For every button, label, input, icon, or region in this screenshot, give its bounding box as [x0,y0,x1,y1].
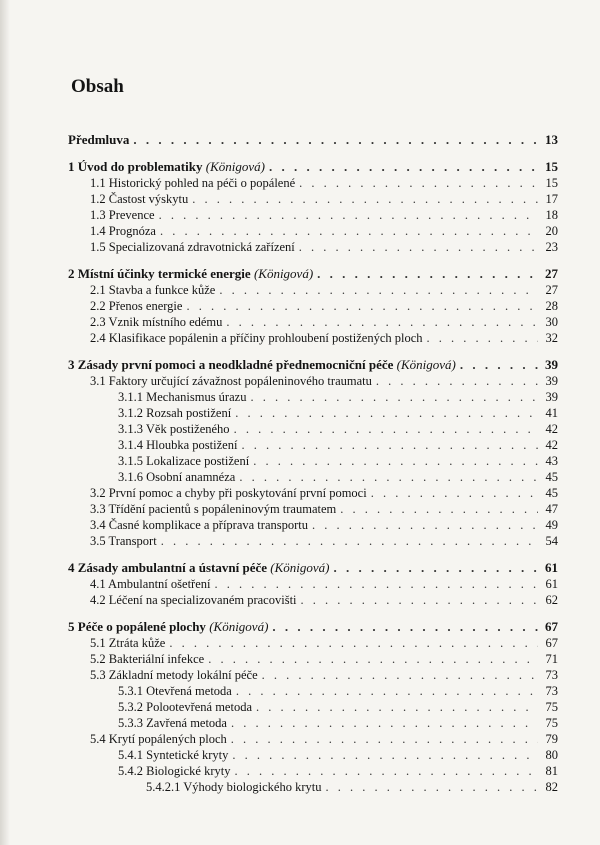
toc-entry-title: 5.4.1 Syntetické kryty [118,748,229,762]
toc-entry-page-number: 75 [545,700,558,714]
toc-entry-title: 5 Péče o popálené plochy [68,619,210,634]
toc-entry-label [118,747,228,763]
toc-entry[interactable] [68,314,558,330]
toc-entry-label [90,667,258,683]
toc-entry-label [90,501,336,517]
dot-leader [161,533,538,549]
toc-entry[interactable] [68,485,558,501]
toc-entry-label [118,405,231,421]
toc-entry-page-number: 13 [545,132,558,147]
dot-leader [272,619,538,635]
toc-entry[interactable] [68,389,558,405]
dot-leader [219,282,538,298]
toc-entry-page-number: 39 [545,374,558,388]
toc-entry-title: 2.3 Vznik místního edému [90,315,223,329]
toc-entry-page-number: 82 [545,780,558,794]
toc-entry-label [118,389,246,405]
toc-entry-page-number: 43 [545,454,558,468]
dot-leader [269,159,538,175]
toc-entry-page-number: 27 [545,283,558,297]
dot-leader [312,517,538,533]
toc-entry-page-number: 28 [545,299,558,313]
toc-entry-label [118,437,237,453]
toc-entry-label [68,560,329,576]
toc-entry-label [90,175,295,191]
toc-entry-author: (Königová) [205,159,265,174]
dot-leader [231,731,538,747]
toc-entry-title: 3.1.5 Lokalizace postižení [118,454,250,468]
toc-entry-title: 5.1 Ztráta kůže [90,636,166,650]
toc-entry-title: 1.4 Prognóza [90,224,156,238]
toc-entry-page-number: 17 [545,192,558,206]
toc-entry-author: (Königová) [396,357,456,372]
toc-entry-page-number: 67 [545,619,558,634]
toc-entry-label [90,207,155,223]
toc-entry-title: 1.1 Historický pohled na péči o popálené [90,176,296,190]
toc-entry[interactable] [68,330,558,346]
toc-entry-page-number: 39 [545,357,558,372]
dot-leader [250,389,538,405]
dot-leader [235,763,539,779]
toc-entry[interactable] [68,763,558,779]
toc-entry[interactable] [68,207,558,223]
toc-entry-title: 1.2 Častost výskytu [90,192,189,206]
dot-leader [241,437,538,453]
toc-entry-label [118,683,232,699]
toc-entry-page-number: 42 [545,438,558,452]
toc-entry-page-number: 15 [545,176,558,190]
dot-leader [159,207,538,223]
toc-entry[interactable] [68,239,558,255]
toc-entry[interactable] [68,223,558,239]
toc-entry-page-number: 23 [545,240,558,254]
dot-leader [256,699,538,715]
toc-entry-page-number: 15 [545,159,558,174]
toc-entry-page-number: 49 [545,518,558,532]
toc-entry-title: Předmluva [68,132,130,147]
toc-entry[interactable] [68,373,558,389]
toc-entry-title: 2.1 Stavba a funkce kůže [90,283,216,297]
toc-entry-title: 4.1 Ambulantní ošetření [90,577,211,591]
toc-entry-label [90,373,372,389]
toc-entry-label [90,517,308,533]
toc-entry-title: 2 Místní účinky termické energie [68,266,254,281]
dot-leader [253,453,538,469]
dot-leader [340,501,538,517]
toc-entry-page-number: 47 [545,502,558,516]
toc-entry-page-number: 20 [545,224,558,238]
toc-entry[interactable] [68,747,558,763]
toc-entry-label [90,533,157,549]
toc-entry[interactable] [68,715,558,731]
toc-entry-title: 5.4 Krytí popálených ploch [90,732,227,746]
toc-entry-page-number: 80 [545,748,558,762]
toc-entry-page-number: 32 [545,331,558,345]
toc-entry[interactable] [68,453,558,469]
toc-entry-page-number: 45 [545,470,558,484]
toc-entry-label [118,453,249,469]
toc-entry-page-number: 62 [545,593,558,607]
dot-leader [371,485,538,501]
toc-entry-title: 3 Zásady první pomoci a neodkladné přednemocniční péče [68,357,397,372]
toc-entry[interactable] [68,651,558,667]
toc-entry-title: 3.2 První pomoc a chyby při poskytování první pomoci [90,486,367,500]
toc-entry[interactable] [68,635,558,651]
toc-entry-page-number: 45 [545,486,558,500]
dot-leader [325,779,538,795]
toc-entry-title: 3.1.4 Hloubka postižení [118,438,238,452]
toc-entry[interactable] [68,191,558,207]
toc-chapter-entry[interactable] [68,560,558,576]
toc-entry-title: 3.1.3 Věk postiženého [118,422,230,436]
toc-entry[interactable] [68,175,558,191]
toc-entry-label [118,763,231,779]
toc-entry-title: 3.4 Časné komplikace a příprava transportu [90,518,308,532]
toc-entry[interactable] [68,421,558,437]
toc-entry-page-number: 81 [545,764,558,778]
dot-leader [234,421,538,437]
toc-entry-title: 3.5 Transport [90,534,157,548]
toc-entry-title: 5.2 Bakteriální infekce [90,652,205,666]
dot-leader [231,715,538,731]
toc-entry-label [90,576,210,592]
dot-leader [226,314,538,330]
table-of-contents [68,121,558,795]
toc-entry-label [90,282,215,298]
toc-entry-label [118,715,227,731]
toc-entry-label [90,223,156,239]
toc-entry-label [68,159,265,175]
toc-entry[interactable] [68,731,558,747]
toc-entry-title: 5.3.3 Zavřená metoda [118,716,227,730]
toc-entry-label [90,239,295,255]
toc-entry-label [90,485,367,501]
toc-entry-page-number: 73 [545,684,558,698]
dot-leader [239,469,538,485]
toc-entry-label [90,592,297,608]
toc-entry-page-number: 18 [545,208,558,222]
dot-leader [376,373,538,389]
toc-entry-title: 1.5 Specializovaná zdravotnická zařízení [90,240,295,254]
toc-entry-title: 3.3 Třídění pacientů s popáleninovým traumatem [90,502,337,516]
toc-entry-page-number: 61 [545,577,558,591]
toc-entry-label [90,651,204,667]
toc-entry-title: 5.4.2 Biologické kryty [118,764,231,778]
toc-entry-label [90,298,182,314]
toc-chapter-entry[interactable] [68,619,558,635]
toc-entry-label [68,619,268,635]
dot-leader [262,667,538,683]
toc-entry-author: (Königová) [270,560,330,575]
toc-entry-title: 5.3 Základní metody lokální péče [90,668,258,682]
dot-leader [214,576,538,592]
toc-entry-label [68,357,456,373]
toc-entry-page-number: 41 [545,406,558,420]
toc-entry-label [118,699,252,715]
dot-leader [232,747,538,763]
page-title: Obsah [71,76,124,97]
page-edge-shadow [0,0,10,845]
toc-entry[interactable] [68,469,558,485]
dot-leader [160,223,538,239]
toc-entry-title: 5.4.2.1 Výhody biologického krytu [146,780,322,794]
toc-entry-title: 5.3.1 Otevřená metoda [118,684,232,698]
toc-entry-title: 4 Zásady ambulantní a ústavní péče [68,560,271,575]
toc-entry-author: (Königová) [253,266,314,281]
toc-entry[interactable] [68,667,558,683]
toc-entry-title: 2.2 Přenos energie [90,299,183,313]
toc-entry-page-number: 75 [545,716,558,730]
toc-chapter-entry[interactable] [68,132,558,148]
toc-entry-title: 3.1.6 Osobní anamnéza [118,470,236,484]
toc-entry-label [90,314,222,330]
toc-entry-title: 4.2 Léčení na specializovaném pracovišti [90,593,297,607]
toc-entry-page-number: 61 [545,560,558,575]
toc-entry-title: 1.3 Prevence [90,208,155,222]
toc-entry-page-number: 42 [545,422,558,436]
dot-leader [317,266,538,282]
dot-leader [333,560,538,576]
dot-leader [427,330,538,346]
toc-entry[interactable] [68,517,558,533]
dot-leader [236,683,538,699]
toc-entry-page-number: 79 [545,732,558,746]
toc-entry-label [90,731,227,747]
dot-leader [208,651,538,667]
toc-entry-page-number: 71 [545,652,558,666]
toc-entry-label [68,266,313,282]
toc-entry-page-number: 27 [545,266,558,281]
toc-entry-label [118,421,230,437]
dot-leader [186,298,538,314]
toc-chapter-entry[interactable] [68,159,558,175]
toc-entry[interactable] [68,683,558,699]
toc-entry[interactable] [68,298,558,314]
toc-entry[interactable] [68,592,558,608]
toc-entry-label [146,779,321,795]
dot-leader [235,405,538,421]
toc-chapter-entry[interactable] [68,357,558,373]
toc-entry-author: (Königová) [209,619,269,634]
toc-entry-page-number: 30 [545,315,558,329]
toc-entry[interactable] [68,282,558,298]
toc-entry-title: 1 Úvod do problematiky [68,159,206,174]
toc-entry[interactable] [68,699,558,715]
toc-entry[interactable] [68,779,558,795]
dot-leader [169,635,538,651]
toc-entry-page-number: 73 [545,668,558,682]
toc-entry-label [90,191,188,207]
toc-entry[interactable] [68,405,558,421]
toc-chapter-entry[interactable] [68,266,558,282]
toc-entry-page-number: 54 [545,534,558,548]
dot-leader [301,592,538,608]
toc-entry[interactable] [68,501,558,517]
toc-entry-page-number: 67 [545,636,558,650]
dot-leader [133,132,538,148]
toc-entry-label [118,469,235,485]
toc-entry-title: 3.1.1 Mechanismus úrazu [118,390,247,404]
dot-leader [299,175,538,191]
toc-entry[interactable] [68,576,558,592]
toc-entry-title: 3.1.2 Rozsah postižení [118,406,232,420]
toc-entry-title: 2.4 Klasifikace popálenin a příčiny prohloubení postižených ploch [90,331,423,345]
toc-entry[interactable] [68,437,558,453]
toc-entry-page-number: 39 [545,390,558,404]
toc-entry-label [90,330,423,346]
toc-entry-title: 3.1 Faktory určující závažnost popáleninového traumatu [90,374,372,388]
toc-entry-label [90,635,165,651]
toc-entry-title: 5.3.2 Polootevřená metoda [118,700,252,714]
dot-leader [460,357,538,373]
toc-entry-label [68,132,129,148]
dot-leader [299,239,538,255]
dot-leader [192,191,538,207]
toc-entry[interactable] [68,533,558,549]
